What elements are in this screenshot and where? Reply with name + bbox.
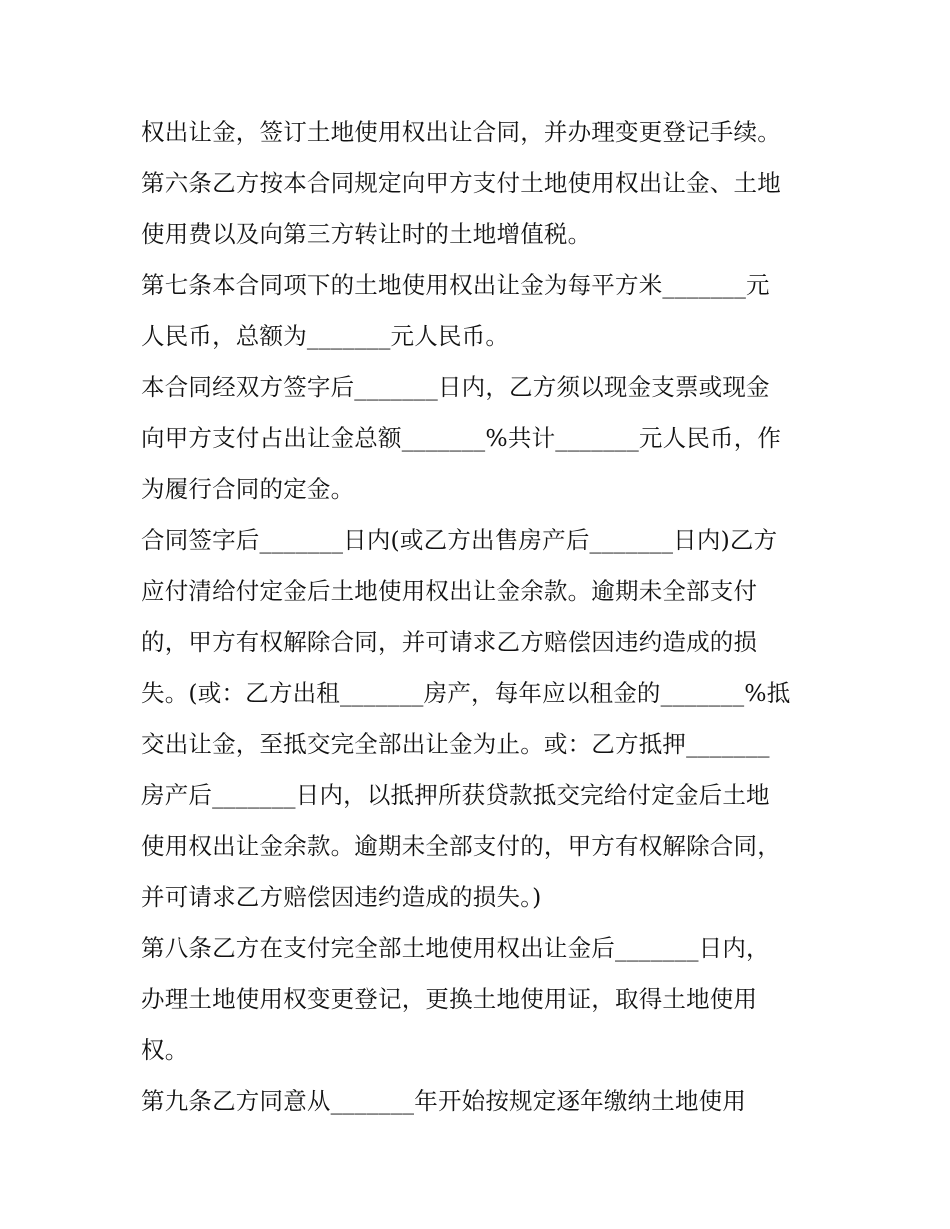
text-line-6: 本合同经双方签字后_______日内，乙方须以现金支票或现金 <box>141 373 770 401</box>
text-line-1: 权出让金，签订土地使用权出让合同，并办理变更登记手续。 <box>141 118 781 146</box>
text-line-13: 交出让金，至抵交完全部出让金为止。或：乙方抵押_______ <box>141 730 770 758</box>
text-line-17: 第八条乙方在支付完全部土地使用权出让金后_______日内， <box>141 934 770 962</box>
document-body <box>141 107 816 1127</box>
text-line-9: 合同签字后_______日内(或乙方出售房产后_______日内)乙方 <box>141 526 778 554</box>
text-line-16: 并可请求乙方赔偿因违约造成的损失。) <box>141 883 542 911</box>
text-line-7: 向甲方支付占出让金总额_______%共计_______元人民币，作 <box>141 424 782 452</box>
text-line-19: 权。 <box>141 1036 189 1064</box>
text-line-15: 使用权出让金余款。逾期未全部支付的，甲方有权解除合同， <box>141 832 781 860</box>
text-line-11: 的，甲方有权解除合同，并可请求乙方赔偿因违约造成的损 <box>141 628 758 656</box>
text-line-18: 办理土地使用权变更登记，更换土地使用证，取得土地使用 <box>141 985 758 1013</box>
text-line-2: 第六条乙方按本合同规定向甲方支付土地使用权出让金、土地 <box>141 169 781 197</box>
text-line-5: 人民币，总额为_______元人民币。 <box>141 322 510 350</box>
text-line-4: 第七条本合同项下的土地使用权出让金为每平方米_______元 <box>141 271 770 299</box>
text-line-14: 房产后_______日内，以抵押所获贷款抵交完给付定金后土地 <box>141 781 770 809</box>
text-line-10: 应付清给付定金后土地使用权出让金余款。逾期未全部支付 <box>141 577 758 605</box>
text-line-3: 使用费以及向第三方转让时的土地增值税。 <box>141 220 592 248</box>
text-line-8: 为履行合同的定金。 <box>141 475 355 503</box>
text-line-20: 第九条乙方同意从_______年开始按规定逐年缴纳土地使用 <box>141 1087 747 1115</box>
text-line-12: 失。(或：乙方出租_______房产，每年应以租金的_______%抵 <box>141 679 791 707</box>
